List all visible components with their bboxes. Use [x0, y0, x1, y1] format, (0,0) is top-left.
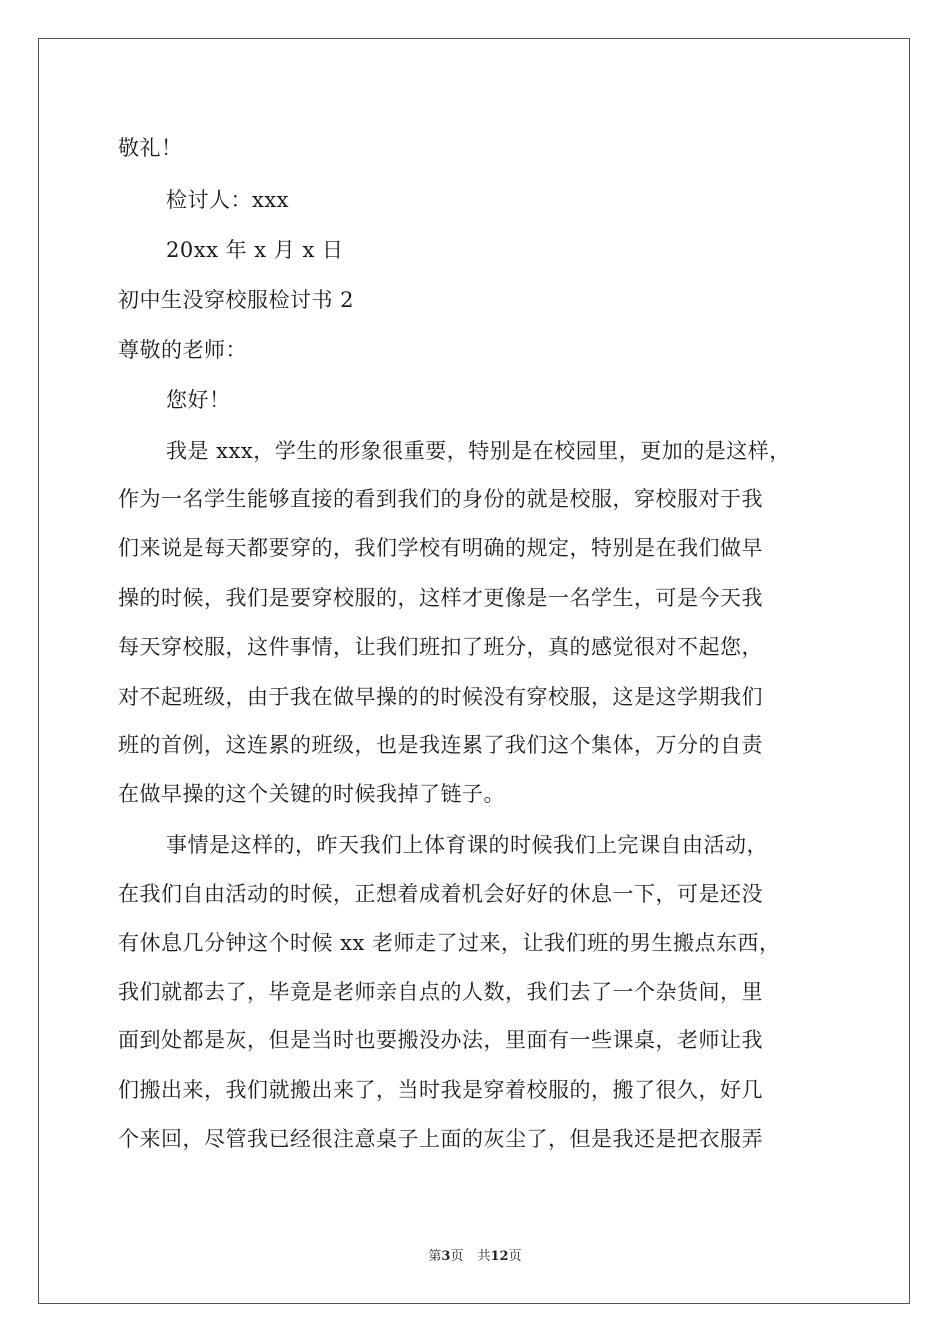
paragraph-line: 有休息几分钟这个时候 xx 老师走了过来，让我们班的男生搬点东西， — [118, 931, 781, 955]
page-total-number: 12 — [490, 1249, 509, 1264]
paragraph-line: 我们就都去了，毕竟是老师亲自点的人数，我们去了一个杂货间，里 — [118, 980, 763, 1004]
page-unit: 页 — [450, 1249, 464, 1264]
page-footer — [0, 1248, 950, 1266]
paragraph-line: 在我们自由活动的时候，正想着成着机会好好的休息一下，可是还没 — [118, 882, 763, 906]
total-unit: 页 — [508, 1249, 522, 1264]
paragraph-line: 个来回，尽管我已经很注意桌子上面的灰尘了，但是我还是把衣服弄 — [118, 1127, 763, 1151]
paragraph-line: 们来说是每天都要穿的，我们学校有明确的规定，特别是在我们做早 — [118, 536, 763, 560]
paragraph-line: 事情是这样的，昨天我们上体育课的时候我们上完课自由活动， — [166, 833, 768, 857]
paragraph-line: 作为一名学生能够直接的看到我们的身份的就是校服，穿校服对于我 — [118, 487, 763, 511]
paragraph-line: 每天穿校服，这件事情，让我们班扣了班分，真的感觉很对不起您， — [118, 635, 763, 659]
hello-line: 您好！ — [166, 388, 231, 412]
page-border — [38, 38, 910, 1304]
paragraph-line: 在做早操的这个关键的时候我掉了链子。 — [118, 782, 505, 806]
total-prefix: 共 — [477, 1249, 491, 1264]
paragraph-line: 我是 xxx，学生的形象很重要，特别是在校园里，更加的是这样， — [166, 439, 791, 463]
paragraph-line: 们搬出来，我们就搬出来了，当时我是穿着校服的，搬了很久，好几 — [118, 1078, 763, 1102]
paragraph-line: 操的时候，我们是要穿校服的，这样才更像是一名学生，可是今天我 — [118, 586, 763, 610]
paragraph-line: 班的首例，这连累的班级，也是我连累了我们这个集体，万分的自责 — [118, 733, 763, 757]
date-line: 20xx 年 x 月 x 日 — [166, 238, 344, 262]
closing-salutation: 敬礼！ — [118, 136, 183, 160]
signature-line: 检讨人：xxx — [166, 188, 290, 212]
paragraph-line: 面到处都是灰，但是当时也要搬没办法，里面有一些课桌，老师让我 — [118, 1028, 763, 1052]
section-title: 初中生没穿校服检讨书 2 — [118, 288, 355, 312]
greeting-line: 尊敬的老师： — [118, 338, 247, 362]
paragraph-line: 对不起班级，由于我在做早操的的时候没有穿校服，这是这学期我们 — [118, 685, 763, 709]
page-prefix: 第 — [428, 1249, 442, 1264]
page-current-number: 3 — [441, 1249, 451, 1264]
